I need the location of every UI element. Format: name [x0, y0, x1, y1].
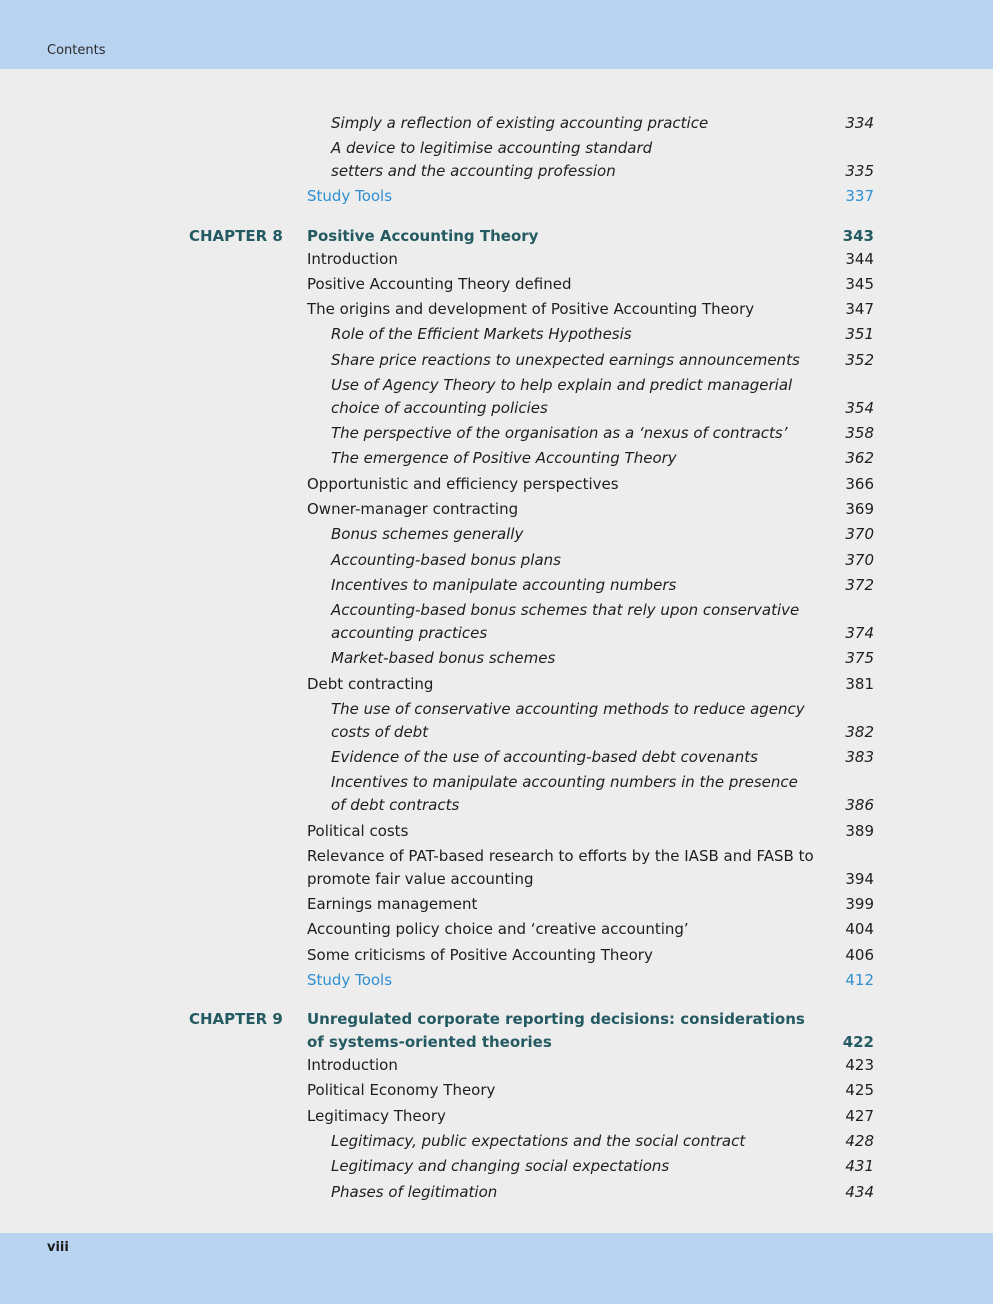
toc-entry-page: 372 [845, 576, 874, 594]
toc-entry-page: 383 [845, 748, 874, 766]
toc-entry[interactable] [0, 746, 993, 769]
toc-entry-title-line2: setters and the accounting profession [331, 162, 616, 180]
toc-entry[interactable] [0, 473, 993, 496]
toc-entry[interactable] [0, 523, 993, 546]
toc-entry-page: 358 [845, 424, 874, 442]
toc-entry-page: 425 [845, 1081, 874, 1099]
footer-band [0, 1233, 993, 1304]
toc-entry-title: Study Tools [307, 187, 393, 205]
toc-entry-page: 427 [845, 1107, 874, 1125]
toc-entry-page: 399 [845, 895, 874, 913]
toc-entry-title: Accounting-based bonus plans [331, 551, 561, 569]
toc-entry-title: The origins and development of Positive Accounting Theory [307, 300, 755, 318]
toc-entry-title: Incentives to manipulate accounting numbers [331, 576, 677, 594]
toc-entry-page: 389 [845, 822, 874, 840]
toc-entry[interactable] [0, 647, 993, 670]
toc-entry-page: 352 [845, 351, 874, 369]
toc-entry-title: Some criticisms of Positive Accounting Theory [307, 946, 653, 964]
chapter-heading[interactable] [0, 1008, 993, 1054]
toc-entry[interactable] [0, 944, 993, 967]
toc-entry[interactable] [0, 599, 993, 645]
toc-entry[interactable] [0, 112, 993, 135]
toc-entry-title: The emergence of Positive Accounting Theory [331, 449, 677, 467]
toc-entry-page: 404 [845, 920, 874, 938]
toc-entry-title-line1: Accounting-based bonus schemes that rely upon conservative [331, 601, 800, 619]
toc-entry-page: 335 [845, 162, 874, 180]
toc-entry-title: Role of the Efficient Markets Hypothesis [331, 325, 632, 343]
toc-entry-title: Political Economy Theory [307, 1081, 496, 1099]
toc-entry-title-line2: costs of debt [331, 723, 429, 741]
toc-entry-page: 386 [845, 796, 874, 814]
toc-entry-page: 382 [845, 723, 874, 741]
toc-entry-title: Debt contracting [307, 675, 434, 693]
toc-entry-title: Legitimacy, public expectations and the social contract [331, 1132, 746, 1150]
toc-entry-study-tools[interactable] [0, 969, 993, 992]
toc-entry[interactable] [0, 1054, 993, 1077]
toc-entry-study-tools[interactable] [0, 185, 993, 208]
toc-entry[interactable] [0, 349, 993, 372]
toc-entry-title: Owner-manager contracting [307, 500, 519, 518]
chapter-heading[interactable] [0, 225, 993, 248]
toc-entry-title-line1: Use of Agency Theory to help explain and predict managerial [331, 376, 793, 394]
toc-entry[interactable] [0, 447, 993, 470]
chapter-title-line1: Unregulated corporate reporting decisions: considerations [307, 1010, 805, 1028]
toc-entry-title-line2: choice of accounting policies [331, 399, 548, 417]
toc-entry-title: The perspective of the organisation as a ‘nexus of contracts’ [331, 424, 788, 442]
toc-entry[interactable] [0, 673, 993, 696]
toc-entry[interactable] [0, 298, 993, 321]
toc-entry-title: Bonus schemes generally [331, 525, 524, 543]
toc-entry-title: Phases of legitimation [331, 1183, 498, 1201]
toc-entry[interactable] [0, 1130, 993, 1153]
running-header: Contents [47, 43, 106, 58]
toc-entry-page: 334 [845, 114, 874, 132]
toc-entry-title: Legitimacy Theory [307, 1107, 446, 1125]
toc-entry-title: Market-based bonus schemes [331, 649, 556, 667]
toc-entry-title-line1: The use of conservative accounting methods to reduce agency [331, 700, 805, 718]
toc-entry-page: 347 [845, 300, 874, 318]
toc-entry-title: Legitimacy and changing social expectations [331, 1157, 670, 1175]
toc-entry[interactable] [0, 1181, 993, 1204]
toc-entry-title: Introduction [307, 250, 398, 268]
toc-entry-page: 434 [845, 1183, 874, 1201]
toc-entry-title: Political costs [307, 822, 409, 840]
toc-entry-title-line1: A device to legitimise accounting standard [331, 139, 653, 157]
toc-entry-page: 369 [845, 500, 874, 518]
toc-entry-page: 344 [845, 250, 874, 268]
chapter-title-line2: of systems-oriented theories [307, 1033, 552, 1051]
toc-entry[interactable] [0, 374, 993, 420]
toc-entry-page: 351 [845, 325, 874, 343]
toc-entry[interactable] [0, 498, 993, 521]
toc-entry-title-line2: promote fair value accounting [307, 870, 534, 888]
toc-entry[interactable] [0, 698, 993, 744]
toc-entry[interactable] [0, 918, 993, 941]
toc-entry[interactable] [0, 137, 993, 183]
toc-entry-page: 362 [845, 449, 874, 467]
toc-entry-title: Introduction [307, 1056, 398, 1074]
toc-entry-page: 423 [845, 1056, 874, 1074]
toc-entry-title-line2: accounting practices [331, 624, 488, 642]
toc-entry-title: Simply a reflection of existing accounting practice [331, 114, 709, 132]
toc-entry-page: 337 [845, 187, 874, 205]
toc-entry-title: Positive Accounting Theory defined [307, 275, 572, 293]
toc-entry[interactable] [0, 820, 993, 843]
toc-entry[interactable] [0, 549, 993, 572]
toc-entry-title: Share price reactions to unexpected earnings announcements [331, 351, 800, 369]
toc-entry[interactable] [0, 273, 993, 296]
toc-entry[interactable] [0, 323, 993, 346]
toc-entry-page: 366 [845, 475, 874, 493]
toc-entry[interactable] [0, 845, 993, 891]
toc-entry-page: 370 [845, 525, 874, 543]
toc-entry-title-line1: Relevance of PAT-based research to efforts by the IASB and FASB to [307, 847, 814, 865]
toc-entry-page: 375 [845, 649, 874, 667]
toc-entry[interactable] [0, 1155, 993, 1178]
chapter-title: Positive Accounting Theory [307, 227, 539, 245]
toc-entry-page: 406 [845, 946, 874, 964]
toc-entry-page: 412 [845, 971, 874, 989]
toc-entry[interactable] [0, 893, 993, 916]
chapter-number: CHAPTER 9 [189, 1010, 283, 1028]
toc-entry[interactable] [0, 248, 993, 271]
chapter-page: 343 [842, 227, 874, 245]
toc-entry[interactable] [0, 1105, 993, 1128]
chapter-page: 422 [842, 1033, 874, 1051]
toc-entry-page: 345 [845, 275, 874, 293]
toc-entry[interactable] [0, 1079, 993, 1102]
toc-entry-page: 431 [845, 1157, 874, 1175]
toc-entry-title: Opportunistic and efficiency perspectives [307, 475, 619, 493]
toc-entry-title-line2: of debt contracts [331, 796, 460, 814]
toc-entry[interactable] [0, 574, 993, 597]
toc-entry-page: 374 [845, 624, 874, 642]
toc-entry[interactable] [0, 771, 993, 817]
toc-entry-title: Accounting policy choice and ‘creative accounting’ [307, 920, 689, 938]
toc-entry-page: 354 [845, 399, 874, 417]
toc-entry-title-line1: Incentives to manipulate accounting numbers in the presence [331, 773, 798, 791]
toc-entry-page: 428 [845, 1132, 874, 1150]
toc-entry-title: Earnings management [307, 895, 478, 913]
toc-entry-page: 394 [845, 870, 874, 888]
toc-entry[interactable] [0, 422, 993, 445]
toc-entry-title: Study Tools [307, 971, 393, 989]
page-number: viii [47, 1240, 69, 1255]
toc-entry-page: 381 [845, 675, 874, 693]
toc-entry-page: 370 [845, 551, 874, 569]
toc-entry-title: Evidence of the use of accounting-based debt covenants [331, 748, 758, 766]
chapter-number: CHAPTER 8 [189, 227, 283, 245]
